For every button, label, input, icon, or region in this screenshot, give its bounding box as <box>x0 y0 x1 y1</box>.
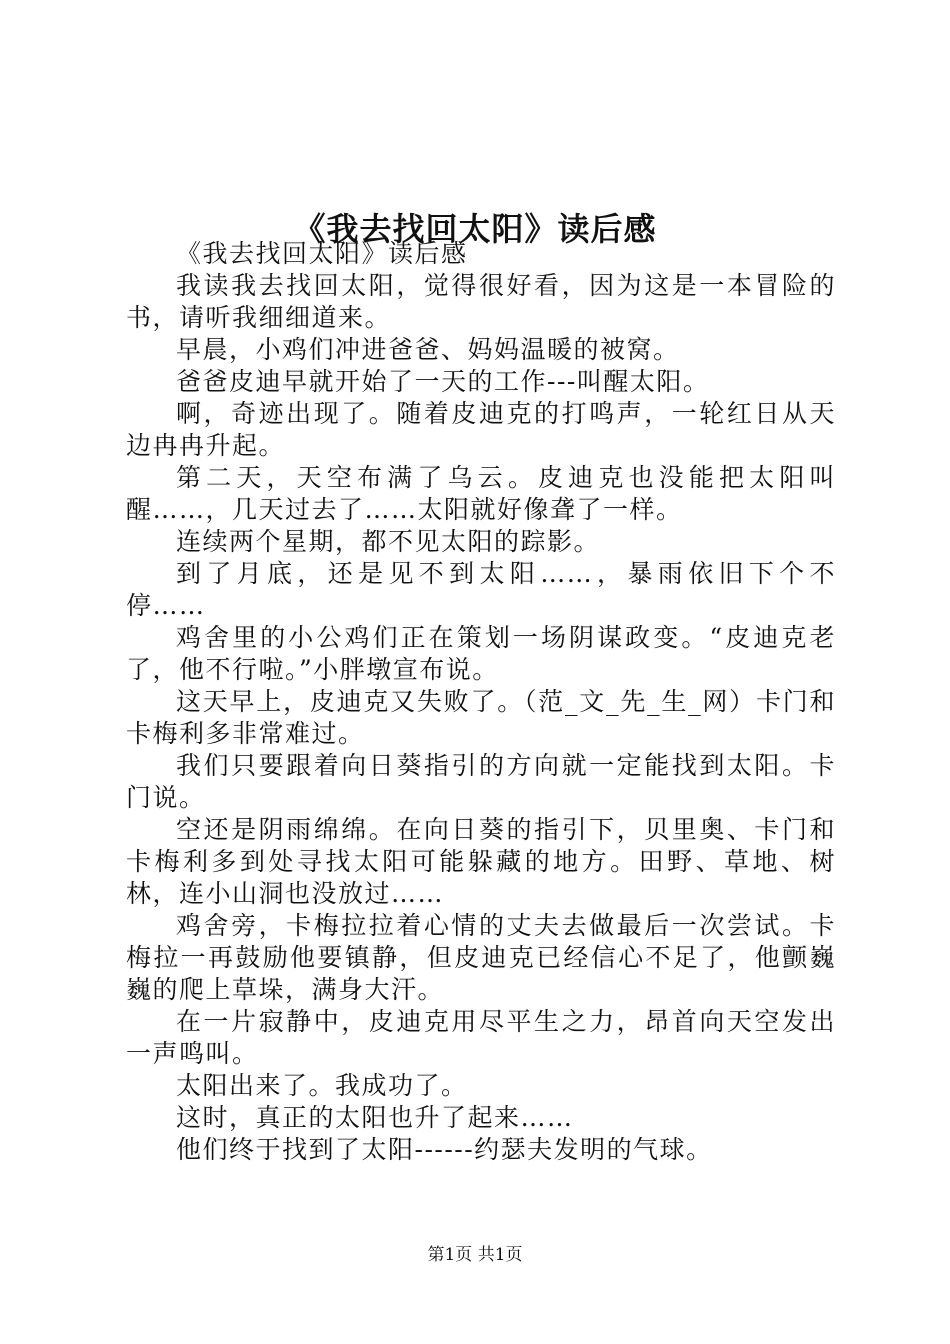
paragraph: 到了月底，还是见不到太阳……，暴雨依旧下个不停…… <box>126 559 836 620</box>
paragraph: 他们终于找到了太阳------约瑟夫发明的气球。 <box>176 1135 713 1164</box>
paragraph: 空还是阴雨绵绵。在向日葵的指引下，贝里奥、卡门和卡梅利多到处寻找太阳可能躲藏的地方。田野、草地、树林，连小山洞也没放过…… <box>126 815 836 908</box>
paragraph: 第二天，天空布满了乌云。皮迪克也没能把太阳叫醒……，几天过去了……太阳就好像聋了一样。 <box>126 463 836 524</box>
paragraph: 我读我去找回太阳，觉得很好看，因为这是一本冒险的书，请听我细细道来。 <box>126 271 836 332</box>
paragraph: 爸爸皮迪早就开始了一天的工作---叫醒太阳。 <box>176 367 710 396</box>
paragraph: 啊，奇迹出现了。随着皮迪克的打鸣声，一轮红日从天边冉冉升起。 <box>126 399 836 460</box>
paragraph: 太阳出来了。我成功了。 <box>176 1071 468 1100</box>
paragraph: 鸡舍旁，卡梅拉拉着心情的丈夫去做最后一次尝试。卡梅拉一再鼓励他要镇静，但皮迪克已经信心不足了，他颤巍巍的爬上草垛，满身大汗。 <box>126 911 836 1004</box>
paragraph: 连续两个星期，都不见太阳的踪影。 <box>176 527 601 556</box>
paragraph: 这天早上，皮迪克又失败了。（范_文_先_生_网）卡门和卡梅利多非常难过。 <box>126 687 836 748</box>
paragraph: 早晨，小鸡们冲进爸爸、妈妈温暖的被窝。 <box>176 335 680 364</box>
paragraph: 鸡舍里的小公鸡们正在策划一场阴谋政变。“皮迪克老了，他不行啦。”小胖墩宣布说。 <box>126 623 836 684</box>
document-title: 《我去找回太阳》读后感 <box>293 210 657 249</box>
paragraph: 这时，真正的太阳也升了起来…… <box>176 1103 574 1132</box>
paragraph: 《我去找回太阳》读后感 <box>176 239 468 268</box>
page-footer: 第1页 共1页 <box>427 1245 523 1265</box>
document-body <box>126 238 836 1166</box>
paragraph: 在一片寂静中，皮迪克用尽平生之力，昂首向天空发出一声鸣叫。 <box>126 1007 836 1068</box>
paragraph: 我们只要跟着向日葵指引的方向就一定能找到太阳。卡门说。 <box>126 751 836 812</box>
